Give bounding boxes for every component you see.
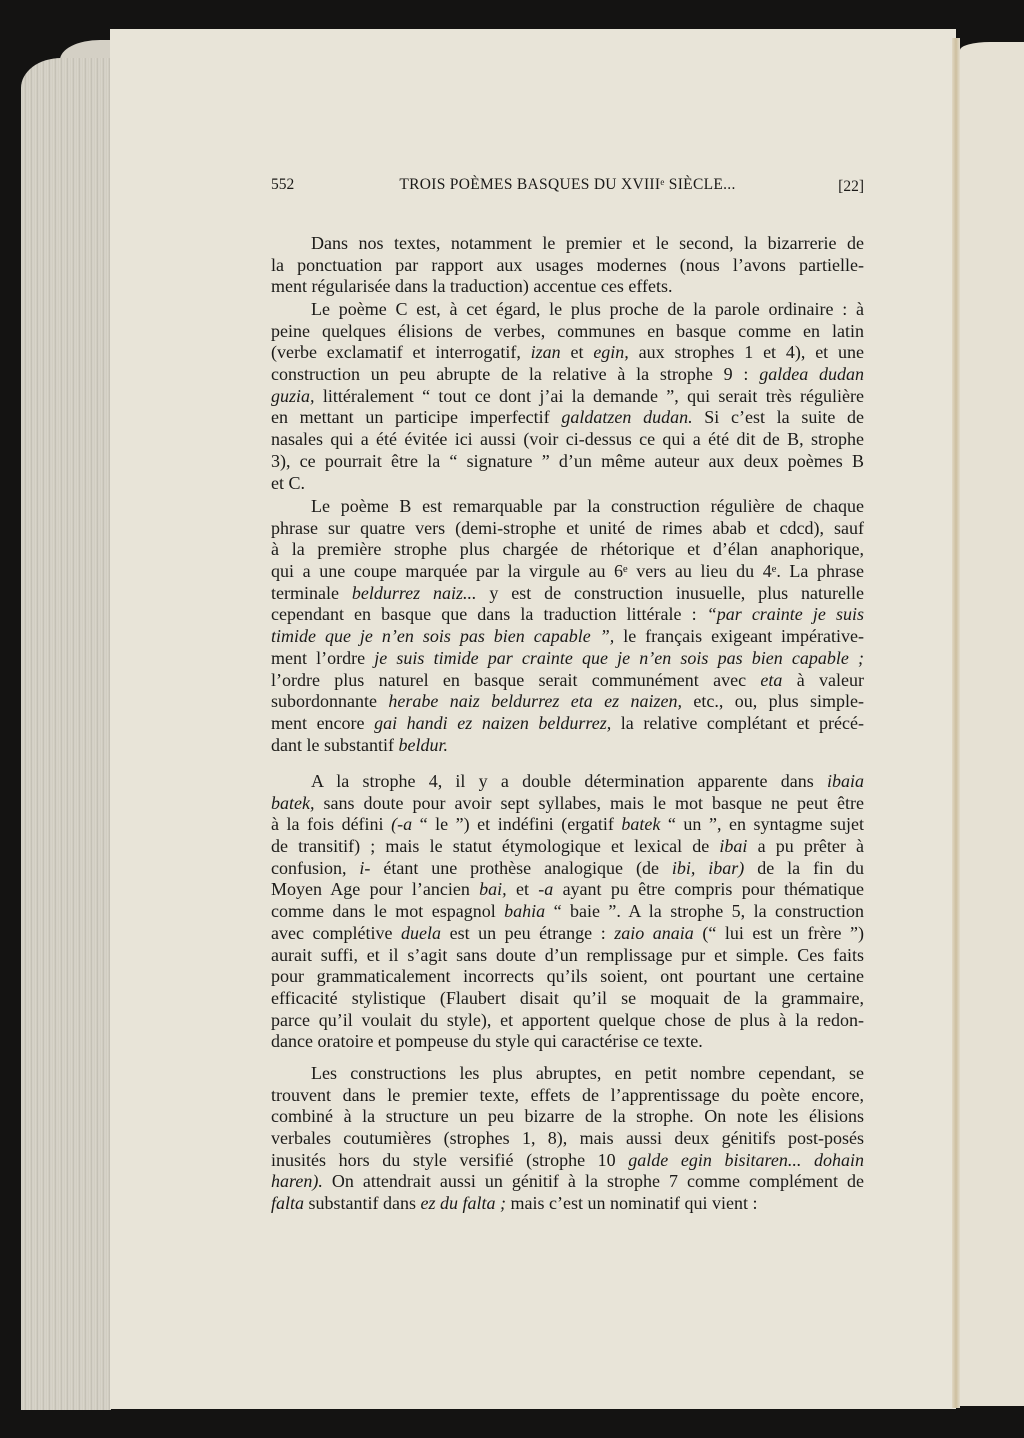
running-title: TROIS POÈMES BASQUES DU XVIIIᵉ SIÈCLE... [399,176,736,193]
italic-text: ibai [719,836,748,857]
text: avec complétive [271,922,402,943]
text-line [271,771,864,793]
text: sans doute pour avoir sept syllabes, mais le mot basque ne peut être [314,792,864,813]
italic-text: galdatzen dudan. [561,407,693,428]
text-line [271,1150,864,1172]
text: est un peu étrange : [441,922,615,943]
text-line [271,451,864,473]
text-line [271,407,864,429]
text: dance oratoire et pompeuse du style qui caractérise ce texte. [271,1031,703,1052]
page-number: 552 [271,176,295,193]
italic-text: izan [530,342,561,363]
text: dant le substantif [271,734,399,755]
text: comme dans le mot espagnol [271,901,505,922]
italic-text: galde egin bisitaren... dohain [628,1149,864,1170]
italic-text: gai handi ez naizen beldurrez, [374,712,612,733]
page-edges-stack [21,58,111,1410]
text: littéralement “ tout ce dont j’ai la demande ”, qui serait très régulière [314,385,864,406]
text-line [271,255,864,277]
text: etc., ou, plus simple- [682,691,864,712]
text: à la fois défini [271,814,392,835]
text: A la strophe 4, il y a double détermination apparente dans [311,771,827,791]
paragraph [271,1063,864,1215]
text-line [271,1171,864,1193]
text: et [560,342,594,363]
text: confusion, [271,857,360,878]
text: Si c’est la suite de [692,407,864,428]
text-line [271,276,864,298]
italic-text: timide que je n’en sois pas bien capable ”, [271,626,615,647]
italic-text: falta [271,1193,305,1214]
italic-text: bahia [504,901,546,922]
text: de transitif) ; mais le statut étymologique et lexical de [271,836,720,857]
text-line [271,1106,864,1128]
italic-text: beldurrez naiz... [351,582,477,603]
text: aux strophes 1 et 4), et une [628,342,864,363]
italic-text: batek, [271,792,315,813]
text-line [271,1010,864,1032]
page-reference: [22] [838,178,864,195]
text-line [271,713,864,735]
text: ayant pu être compris pour thématique [553,879,864,900]
paragraph [271,299,864,494]
text-line [271,1193,864,1215]
paragraph [271,233,864,298]
text: pour grammaticalement incorrects qu’ils soient, ont pourtant une certaine [271,966,864,987]
italic-text: guzia, [271,385,315,406]
italic-text: zaio anaia [614,922,694,943]
italic-text: bai, [479,879,507,900]
italic-text: galdea dudan [759,364,864,385]
text-line [271,648,864,670]
text-line [271,321,864,343]
running-header [271,174,864,198]
text: à valeur [782,669,864,690]
text: Le poème C est, à cet égard, le plus proche de la parole ordinaire : à [311,299,864,319]
text-line [271,233,864,255]
book-gutter [952,38,960,1408]
italic-text: batek [621,814,661,835]
text: le français exigeant impérative- [614,626,864,647]
text: et C. [271,472,305,493]
italic-text: je suis timide par crainte que je n’en sois pas bien capable ; [374,647,864,668]
facing-page-edge [960,42,1024,1406]
text: trouvent dans le premier texte, effets de l’apprentissage du poète encore, [271,1084,864,1105]
italic-text: duela [401,922,442,943]
text: nasales qui a été évitée ici aussi (voir ci-dessus ce qui a été dit de B, strophe [271,429,864,450]
text: verbales coutumières (strophes 1, 8), mais aussi deux génitifs post-posés [271,1128,864,1149]
text: ment régularisée dans la traduction) accentue ces effets. [271,276,673,297]
text-line [271,858,864,880]
text: qui a une coupe marquée par la virgule au 6ᵉ vers au lieu du 4ᵉ. La phrase [271,561,864,582]
text-line [271,945,864,967]
italic-text: beldur. [398,734,448,755]
text-line [271,518,864,540]
text: combiné à la structure un peu bizarre de la strophe. On note les élisions [271,1106,864,1127]
italic-text: -a [538,879,554,900]
text-line [271,836,864,858]
text-line [271,1085,864,1107]
text-line [271,299,864,321]
text: substantif dans [304,1193,421,1214]
text-line [271,923,864,945]
text-line [271,364,864,386]
text: terminale [271,582,352,603]
text-line [271,583,864,605]
text: Le poème B est remarquable par la construction régulière de chaque [311,496,864,516]
text-line [271,604,864,626]
text-line [271,386,864,408]
text: en mettant un participe imperfectif [271,407,562,428]
text-line [271,496,864,518]
text: “ un ”, en syntagme sujet [660,814,864,835]
text: (“ lui est un frère ”) [693,922,864,943]
text: étant une prothèse analogique (de [370,857,672,878]
italic-text: (-a [391,814,413,835]
text-line [271,670,864,692]
text: Moyen Age pour l’ancien [271,879,480,900]
paragraph [271,496,864,756]
text-line [271,626,864,648]
text-line [271,901,864,923]
text-line [271,988,864,1010]
text: la ponctuation par rapport aux usages modernes (nous l’avons partielle- [271,254,864,275]
text: On attendrait aussi un génitif à la strophe 7 comme complément de [322,1171,864,1192]
text: a pu prêter à [747,836,864,857]
text: subordonnante [271,691,389,712]
text: la relative complétant et précé- [611,712,864,733]
text-line [271,1031,864,1053]
text: “ le ”) et indéfini (ergatif [412,814,622,835]
italic-text: haren). [271,1171,323,1192]
text: Les constructions les plus abruptes, en petit nombre cependant, se [311,1063,864,1083]
text: (verbe exclamatif et interrogatif, [271,342,531,363]
text: 3), ce pourrait être la “ signature ” d’un même auteur aux deux poèmes B [271,450,864,471]
text: efficacité stylistique (Flaubert disait qu’il se moquait de la grammaire, [271,987,864,1008]
text: l’ordre plus naturel en basque serait communément avec [271,669,761,690]
text: et [506,879,539,900]
italic-text: eta [760,669,783,690]
paragraph [271,771,864,1053]
text-line [271,1128,864,1150]
text: y est de construction inusuelle, plus naturelle [476,582,864,603]
italic-text: ibaia [826,771,864,791]
text: phrase sur quatre vers (demi-strophe et unité de rimes abab et cdcd), sauf [271,517,864,538]
italic-text: i- [359,857,371,878]
text: aurait suffi, et il s’agit sans doute d’un remplissage pur et simple. Ces faits [271,944,864,965]
text: cependant en basque que dans la traduction littérale : [271,604,707,625]
text: construction un peu abrupte de la relative à la strophe 9 : [271,364,760,385]
italic-text: ibi, ibar) [671,857,745,878]
text: peine quelques élisions de verbes, communes en basque comme en latin [271,320,864,341]
text: à la première strophe plus chargée de rhétorique et d’élan anaphorique, [271,539,864,560]
text: mais c’est un nominatif qui vient : [506,1193,758,1214]
text-line [271,1063,864,1085]
text: “ baie ”. A la strophe 5, la construction [545,901,864,922]
text: inusités hors du style versifié (strophe 10 [271,1149,629,1170]
text-line [271,879,864,901]
text: ment encore [271,712,375,733]
italic-text: “par crainte je suis [706,604,864,625]
text: parce qu’il voulait du style), et apportent quelque chose de plus à la redon- [271,1009,864,1030]
text: de la fin du [744,857,864,878]
text: Dans nos textes, notamment le premier et le second, la bizarrerie de [311,233,864,253]
text-line [271,561,864,583]
italic-text: egin, [593,342,629,363]
text-line [271,966,864,988]
text: ment l’ordre [271,647,375,668]
italic-text: herabe naiz beldurrez eta ez naizen, [388,691,683,712]
text-line [271,539,864,561]
text-line [271,691,864,713]
text-line [271,793,864,815]
text-line [271,342,864,364]
italic-text: ez du falta ; [420,1193,507,1214]
text-line [271,814,864,836]
text-line [271,473,864,495]
text-line [271,429,864,451]
text-line [271,735,864,757]
